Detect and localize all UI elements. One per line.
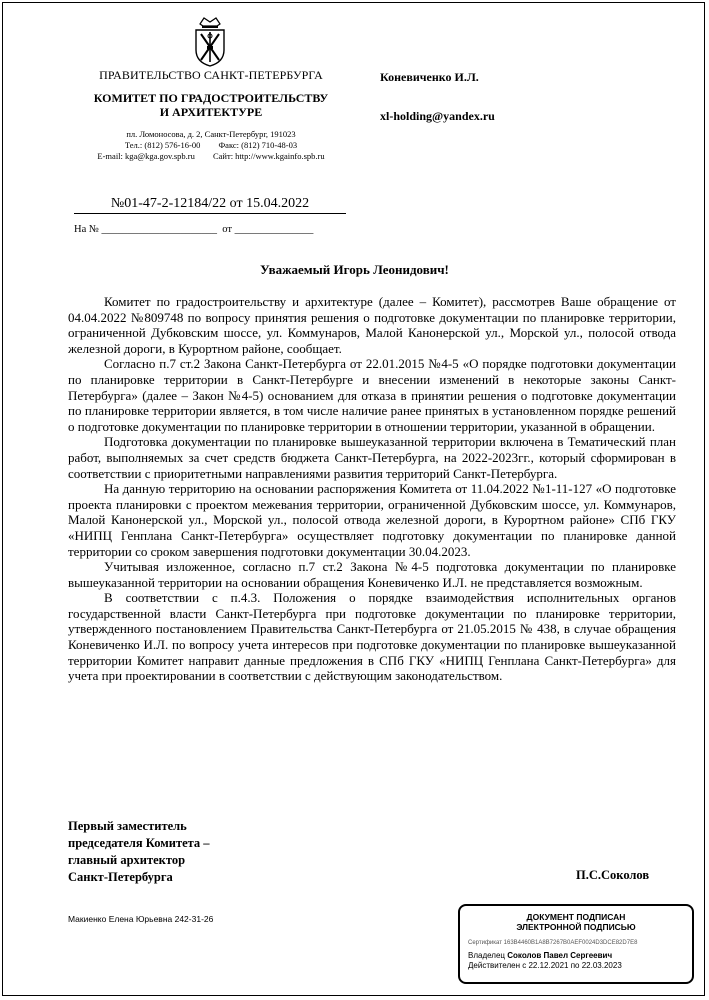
esign-validity: Действителен с 22.12.2021 по 22.03.2023 (468, 961, 622, 970)
paragraph: Согласно п.7 ст.2 Закона Санкт-Петербурга от 22.01.2015 №4-5 «О порядке подготовки документации по планировке территории в Санкт-Петербурге и внесении изменений в некоторые законы Санкт-Петербурга» (далее – Закон №4-5) основанием для отказа в принятии решения о подготовке документации по планировке территории является, в том числе наличие ранее принятых в установленном порядке решений о подготовке документации по планировке территории в отношении территории, указанной в обращении. (68, 356, 676, 434)
sender-email: E-mail: kga@kga.gov.spb.ru (97, 151, 195, 161)
st-petersburg-coat-of-arms-icon (190, 14, 230, 68)
greeting: Уважаемый Игорь Леонидович! (260, 262, 449, 277)
recipient-name: Коневиченко И.Л. (380, 70, 479, 84)
paragraph: Подготовка документации по планировке вышеуказанной территории включена в Тематический план работ, выполняемых за счет средств бюджета Санкт-Петербурга, на 2022-2023гг., который сформирован в соответствии с приоритетными направлениями развития территорий Санкт-Петербурга. (68, 434, 676, 481)
esign-owner: Владелец Соколов Павел Сергеевич (468, 951, 613, 960)
paragraph: Учитывая изложенное, согласно п.7 ст.2 Закона №4-5 подготовка документации по планировке вышеуказанной территории на основании обращения Коневиченко И.Л. не представляется возможным. (68, 559, 676, 590)
recipient-email: xl-holding@yandex.ru (380, 109, 495, 123)
executor-info: Макиенко Елена Юрьевна 242-31-26 (68, 914, 214, 924)
recipient-block (380, 70, 495, 124)
registration-number: №01-47-2-12184/22 от 15.04.2022 (74, 196, 346, 214)
signatory-title: Первый заместитель председателя Комитета – главный архитектор Санкт-Петербурга (68, 819, 210, 884)
sender-fax: Факс: (812) 710-48-03 (218, 140, 298, 150)
paragraph: На данную территорию на основании распоряжения Комитета от 11.04.2022 №1-11-127 «О подготовке проекта планировки с проектом межевания территории, ограниченной Дубковским шоссе, ул. Коммунаров, Малой Канонерской ул., Морской ул., полосой отвода железной дороги, в Курортном районе» СПб ГКУ «НИПЦ Генплана Санкт-Петербурга» осуществляет подготовку документации по планировке данной территории со сроком завершения подготовки документации 30.04.2023. (68, 481, 676, 559)
sender-header (64, 68, 358, 162)
sender-site: Сайт: http://www.kgainfo.spb.ru (212, 151, 325, 161)
committee-name: КОМИТЕТ ПО ГРАДОСТРОИТЕЛЬСТВУ И АРХИТЕКТУРЕ (93, 91, 329, 119)
electronic-signature-stamp (458, 904, 694, 984)
government-name: ПРАВИТЕЛЬСТВО САНКТ-ПЕТЕРБУРГА (99, 68, 323, 82)
sender-contacts (64, 129, 358, 162)
esign-title: ДОКУМЕНТ ПОДПИСАН ЭЛЕКТРОННОЙ ПОДПИСЬЮ (516, 912, 636, 932)
sender-phone: Тел.: (812) 576-16-00 (124, 140, 201, 150)
signatory-name: П.С.Соколов (576, 868, 650, 882)
esign-certificate: Сертификат 163B4460B1A8B7267B0AEF0024D3DCE82D7E8 (468, 940, 638, 946)
paragraph: В соответствии с п.4.3. Положения о порядке взаимодействия исполнительных органов государственной власти Санкт-Петербурга при подготовке документации по планировке территории, утвержденного постановлением Правительства Санкт-Петербурга от 21.05.2015 № 438, в случае обращения Коневиченко И.Л. по вопросу учета интересов при подготовке документации по планировке вышеуказанной территории Комитет направит данные предложения в СПб ГКУ «НИПЦ Генплана Санкт-Петербурга» для учета при проектировании в соответствии с действующим законодательством. (68, 590, 676, 684)
sender-address: пл. Ломоносова, д. 2, Санкт-Петербург, 191023 (126, 129, 296, 139)
letter-body (68, 294, 676, 684)
in-reply-to-line: На № ______________________ от _______________ (74, 224, 314, 235)
paragraph: Комитет по градостроительству и архитектуре (далее – Комитет), рассмотрев Ваше обращение от 04.04.2022 №809748 по вопросу принятия решения о подготовке документации по планировке территории, ограниченной Дубковским шоссе, ул. Коммунаров, Малой Канонерской ул., Морской ул., полосой отвода железной дороги, в Курортном районе, сообщает. (68, 294, 676, 356)
